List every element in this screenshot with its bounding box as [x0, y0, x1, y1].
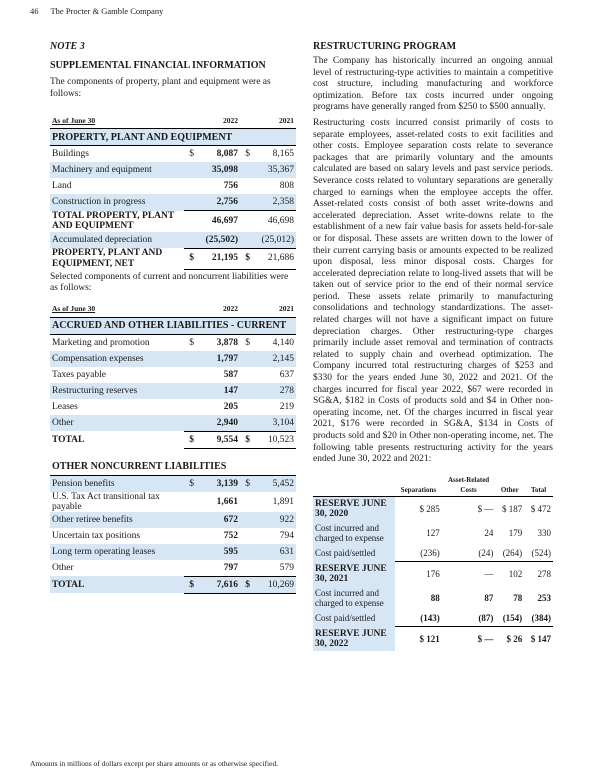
row-label: TOTAL: [52, 434, 85, 445]
value-2021: 219: [279, 401, 294, 412]
restructuring-row: [313, 586, 553, 610]
separations-value: $ 285: [419, 503, 440, 514]
column-2022: 2022: [196, 112, 240, 129]
value-2022: 797: [223, 562, 238, 573]
value-2022: 46,697: [196, 211, 240, 232]
separations-value: (143): [420, 612, 440, 623]
asset-costs-value: 87: [484, 592, 494, 603]
value-2022: 7,616: [196, 576, 240, 593]
currency-2022: $: [184, 248, 196, 269]
row-label: Long term operating leases: [50, 544, 184, 560]
currency-2021: [240, 211, 252, 232]
table-row: [50, 560, 296, 577]
row-label: Cost incurred and charged to expense: [313, 586, 395, 610]
value-2022: 3,139: [196, 475, 240, 492]
total-value: (384): [531, 612, 551, 623]
restructuring-row: [313, 521, 553, 545]
currency-2022: [184, 399, 196, 415]
total-value: $ 472: [530, 503, 551, 514]
total-value: 330: [537, 527, 551, 538]
asset-costs-value: (24): [478, 547, 494, 558]
note-title: SUPPLEMENTAL FINANCIAL INFORMATION: [50, 60, 266, 71]
value-2021: 8,165: [272, 149, 294, 159]
column-2021: 2021: [252, 301, 296, 318]
row-label: Construction in progress: [50, 194, 184, 211]
value-2021: 4,140: [272, 337, 294, 348]
value-2022: 2,756: [196, 194, 240, 211]
column-2021: 2021: [252, 112, 296, 129]
page-number: 46: [30, 6, 39, 16]
value-2022: 2,940: [196, 415, 240, 432]
row-label: U.S. Tax Act transitional tax payable: [52, 491, 160, 512]
value-2021: 3,104: [252, 415, 296, 432]
currency-2021: [240, 194, 252, 211]
table-header-row: [50, 112, 296, 129]
value-2021: 631: [252, 544, 296, 560]
row-label: Machinery and equipment: [50, 162, 184, 178]
currency-2022: [184, 383, 196, 399]
currency-2021: $: [240, 248, 252, 269]
row-label: Cost incurred and charged to expense: [313, 521, 395, 545]
row-label: RESERVE JUNE 30, 2022: [313, 626, 395, 651]
currency-2021: [240, 492, 252, 512]
restructuring-table: [313, 476, 553, 651]
currency-2022: [184, 178, 196, 194]
section-heading-row: [50, 317, 296, 334]
accrued-section-title: ACCRUED AND OTHER LIABILITIES - CURRENT: [50, 317, 296, 334]
right-column: [313, 41, 553, 651]
restructuring-paragraph-1: The Company has historically incurred an ongoing annual level of restructuring-type activities to maintain a competitive cost structure, including manufacturing and workforce optimization. Before tax costs incurred under ongoing programs have generally ranged from $250 to $500 annually.: [313, 56, 553, 113]
total-value: 253: [537, 592, 551, 603]
table-row: [50, 544, 296, 560]
table-row: [50, 232, 296, 249]
separations-value: (236): [420, 547, 440, 558]
currency-2022: [184, 512, 196, 528]
value-2022: 3,878: [216, 337, 238, 348]
row-label: TOTAL: [50, 576, 184, 593]
column-label-as-of: As of June 30: [50, 112, 184, 129]
currency-2022: [184, 194, 196, 211]
table-row: [50, 415, 296, 432]
restructuring-row: [313, 626, 553, 651]
currency-2022: [184, 162, 196, 178]
row-label: Buildings: [52, 149, 89, 159]
other-value: 102: [495, 561, 524, 586]
page-footer: Amounts in millions of dollars except per share amounts or as otherwise specified.: [30, 759, 279, 768]
other-value: 179: [508, 527, 523, 538]
value-2021: 2,358: [252, 194, 296, 211]
noncurrent-table: [50, 459, 296, 594]
row-label: Land: [52, 181, 72, 191]
restructuring-body: [313, 496, 553, 651]
row-label: Cost paid/settled: [313, 545, 395, 562]
ppe-body: [50, 146, 296, 270]
table-row: [50, 576, 296, 593]
separations-value: 88: [430, 592, 440, 603]
value-2022: 1,797: [196, 351, 240, 367]
currency-2022: $: [189, 149, 194, 159]
row-label: Cost paid/settled: [313, 610, 395, 627]
row-label: Other retiree benefits: [50, 512, 184, 528]
table-header-row: [50, 301, 296, 318]
currency-2022: [184, 560, 196, 577]
currency-2021: [240, 512, 252, 528]
table-row: [50, 383, 296, 399]
value-2022: 595: [196, 544, 240, 560]
restructuring-row: [313, 545, 553, 562]
noncurrent-body: [50, 475, 296, 593]
currency-2022: [184, 415, 196, 432]
currency-2022: $: [184, 576, 196, 593]
value-2021: 21,686: [252, 248, 296, 269]
table-row: [50, 334, 296, 351]
restructuring-row: [313, 561, 553, 586]
value-2021: (25,012): [252, 232, 296, 249]
currency-2021: [240, 367, 252, 383]
row-label: Marketing and promotion: [52, 337, 150, 348]
value-2021: 35,367: [252, 162, 296, 178]
currency-2022: $: [189, 337, 194, 348]
currency-2021: [240, 399, 252, 415]
currency-2021: $: [240, 576, 252, 593]
currency-2022: [184, 528, 196, 544]
table-row: [50, 248, 296, 269]
value-2022: 147: [196, 383, 240, 399]
currency-2021: $: [240, 475, 252, 492]
row-label: Other: [52, 562, 74, 573]
value-2022: 35,098: [196, 162, 240, 178]
value-2021: 278: [252, 383, 296, 399]
row-label: Restructuring reserves: [50, 383, 184, 399]
restructuring-paragraph-2: Restructuring costs incurred consist primarily of costs to separate employees, asset-related costs to exit facilities and other costs. Employee separation costs relate to severance packages that are primarily voluntary and the amounts calculated are based on salary levels and past service periods. Severance costs related to voluntary separations are generally charged to earnings when the employee accepts the offer. Asset-related costs consist of both asset write-downs and accelerated depreciation. Asset write-downs relate to the establishment of a new fair value basis for assets held-for-sale or for disposal. These assets are written down to the lower of their current carrying basis or amounts expected to be realized upon disposal, less minor disposal costs. Charges for accelerated depreciation relate to long-lived assets that will be taken out of service prior to the end of their normal service period. These assets relate primarily to manufacturing consolidations and technology standardizations. The asset-related charges will not have a significant impact on future depreciation charges. Other restructuring-type charges primarily include asset removal and termination of contracts related to supply chain and overhead optimization. The Company incurred total restructuring charges of $253 and $330 for the years ended June 30, 2022 and 2021. Of the charges incurred for fiscal year 2022, $67 were recorded in SG&A, $182 in Costs of products sold and $4 in Other non-operating income, net. Of the charges incurred in fiscal year 2021, $176 were recorded in SG&A, $134 in Costs of products sold and $20 in Other non-operating income, net. The following table presents restructuring activity for the years ended June 30, 2022 and 2021:: [313, 117, 553, 465]
column-label-as-of: As of June 30: [50, 301, 184, 318]
ppe-intro: The components of property, plant and equipment were as follows:: [50, 77, 271, 99]
currency-2022: [184, 351, 196, 367]
table-row: [50, 146, 296, 163]
value-2022: 9,554: [196, 431, 240, 448]
value-2022: (25,502): [196, 232, 240, 249]
separations-value: 127: [426, 527, 440, 538]
table-row: [50, 431, 296, 448]
row-label: Pension benefits: [50, 475, 184, 492]
currency-2021: [240, 383, 252, 399]
other-value: $ 26: [495, 626, 524, 651]
column-separations: Separations: [395, 485, 442, 497]
currency-2021: [240, 528, 252, 544]
note-number: NOTE 3: [50, 41, 85, 52]
value-2021: 46,698: [252, 211, 296, 232]
currency-2021: [240, 415, 252, 432]
currency-2022: [184, 492, 196, 512]
other-value: (264): [502, 547, 523, 558]
value-2021: 637: [279, 369, 294, 380]
row-label: TOTAL PROPERTY, PLANT AND EQUIPMENT: [52, 210, 175, 231]
row-label: RESERVE JUNE 30, 2020: [313, 496, 395, 521]
total-value: $ 147: [524, 626, 553, 651]
table-row: [50, 162, 296, 178]
column-asset-related: Asset-Related: [447, 476, 490, 485]
ppe-table: [50, 112, 296, 270]
currency-2022: [184, 211, 196, 232]
liabilities-intro: Selected components of current and noncurrent liabilities were as follows:: [50, 271, 289, 293]
total-value: (524): [531, 547, 551, 558]
currency-2021: $: [240, 431, 252, 448]
asset-costs-value: $ —: [477, 503, 494, 514]
currency-2021: [240, 560, 252, 577]
column-total: Total: [524, 485, 553, 497]
row-label: Uncertain tax positions: [52, 530, 141, 541]
table-row: [50, 178, 296, 194]
separations-value: $ 121: [395, 626, 442, 651]
table-row: [50, 399, 296, 415]
currency-2022: [184, 367, 196, 383]
other-value: (154): [502, 612, 523, 623]
currency-2021: [240, 544, 252, 560]
table-row: [50, 528, 296, 544]
currency-2022: [184, 232, 196, 249]
value-2022: 205: [223, 401, 238, 412]
asset-costs-value: (87): [478, 612, 494, 623]
value-2022: 752: [223, 530, 238, 541]
currency-2022: $: [184, 431, 196, 448]
row-label: PROPERTY, PLANT AND EQUIPMENT, NET: [52, 248, 163, 269]
value-2021: 2,145: [252, 351, 296, 367]
value-2021: 922: [252, 512, 296, 528]
value-2021: 10,269: [252, 576, 296, 593]
other-value: 78: [513, 592, 523, 603]
table-row: [50, 211, 296, 232]
section-heading-row: [50, 129, 296, 146]
value-2022: 1,661: [216, 496, 238, 507]
separations-value: 176: [395, 561, 442, 586]
value-2022: 756: [223, 181, 238, 191]
asset-costs-value: 24: [484, 527, 494, 538]
currency-2021: $: [245, 337, 250, 348]
table-row: [50, 492, 296, 512]
noncurrent-section-title: OTHER NONCURRENT LIABILITIES: [50, 459, 296, 476]
asset-costs-value: —: [442, 561, 496, 586]
value-2021: 794: [279, 530, 294, 541]
table-row: [50, 475, 296, 492]
value-2021: 579: [279, 562, 294, 573]
column-2022: 2022: [196, 301, 240, 318]
value-2022: 672: [196, 512, 240, 528]
row-label: RESERVE JUNE 30, 2021: [313, 561, 395, 586]
table-row: [50, 512, 296, 528]
currency-2021: $: [245, 149, 250, 159]
accrued-body: [50, 334, 296, 448]
ppe-section-title: PROPERTY, PLANT AND EQUIPMENT: [50, 129, 296, 146]
value-2021: 808: [279, 181, 294, 191]
value-2022: 21,195: [196, 248, 240, 269]
value-2021: 10,523: [252, 431, 296, 448]
restructuring-header-row-1: [313, 476, 553, 485]
left-column: [50, 41, 296, 594]
table-row: [50, 194, 296, 211]
value-2021: 5,452: [252, 475, 296, 492]
row-label: Leases: [52, 401, 78, 412]
section-heading-row: [50, 459, 296, 476]
table-row: [50, 351, 296, 367]
value-2021: 1,891: [272, 496, 294, 507]
value-2022: 587: [223, 369, 238, 380]
currency-2021: [240, 178, 252, 194]
currency-2021: [240, 232, 252, 249]
row-label: Accumulated depreciation: [50, 232, 184, 249]
row-label: Other: [50, 415, 184, 432]
currency-2022: [184, 544, 196, 560]
row-label: Compensation expenses: [50, 351, 184, 367]
restructuring-header-row-2: [313, 485, 553, 497]
restructuring-row: [313, 496, 553, 521]
page-header: [30, 6, 173, 16]
asset-costs-value: $ —: [442, 626, 496, 651]
total-value: 278: [524, 561, 553, 586]
value-2022: 8,087: [216, 149, 238, 159]
column-other: Other: [495, 485, 524, 497]
currency-2021: [240, 351, 252, 367]
restructuring-row: [313, 610, 553, 627]
accrued-table: [50, 301, 296, 449]
column-costs: Costs: [442, 485, 496, 497]
restructuring-title: RESTRUCTURING PROGRAM: [313, 41, 457, 52]
company-name: The Procter & Gamble Company: [50, 6, 164, 16]
table-row: [50, 367, 296, 383]
other-value: $ 187: [501, 503, 523, 514]
row-label: Taxes payable: [52, 369, 106, 380]
currency-2021: [240, 162, 252, 178]
currency-2022: $: [184, 475, 196, 492]
